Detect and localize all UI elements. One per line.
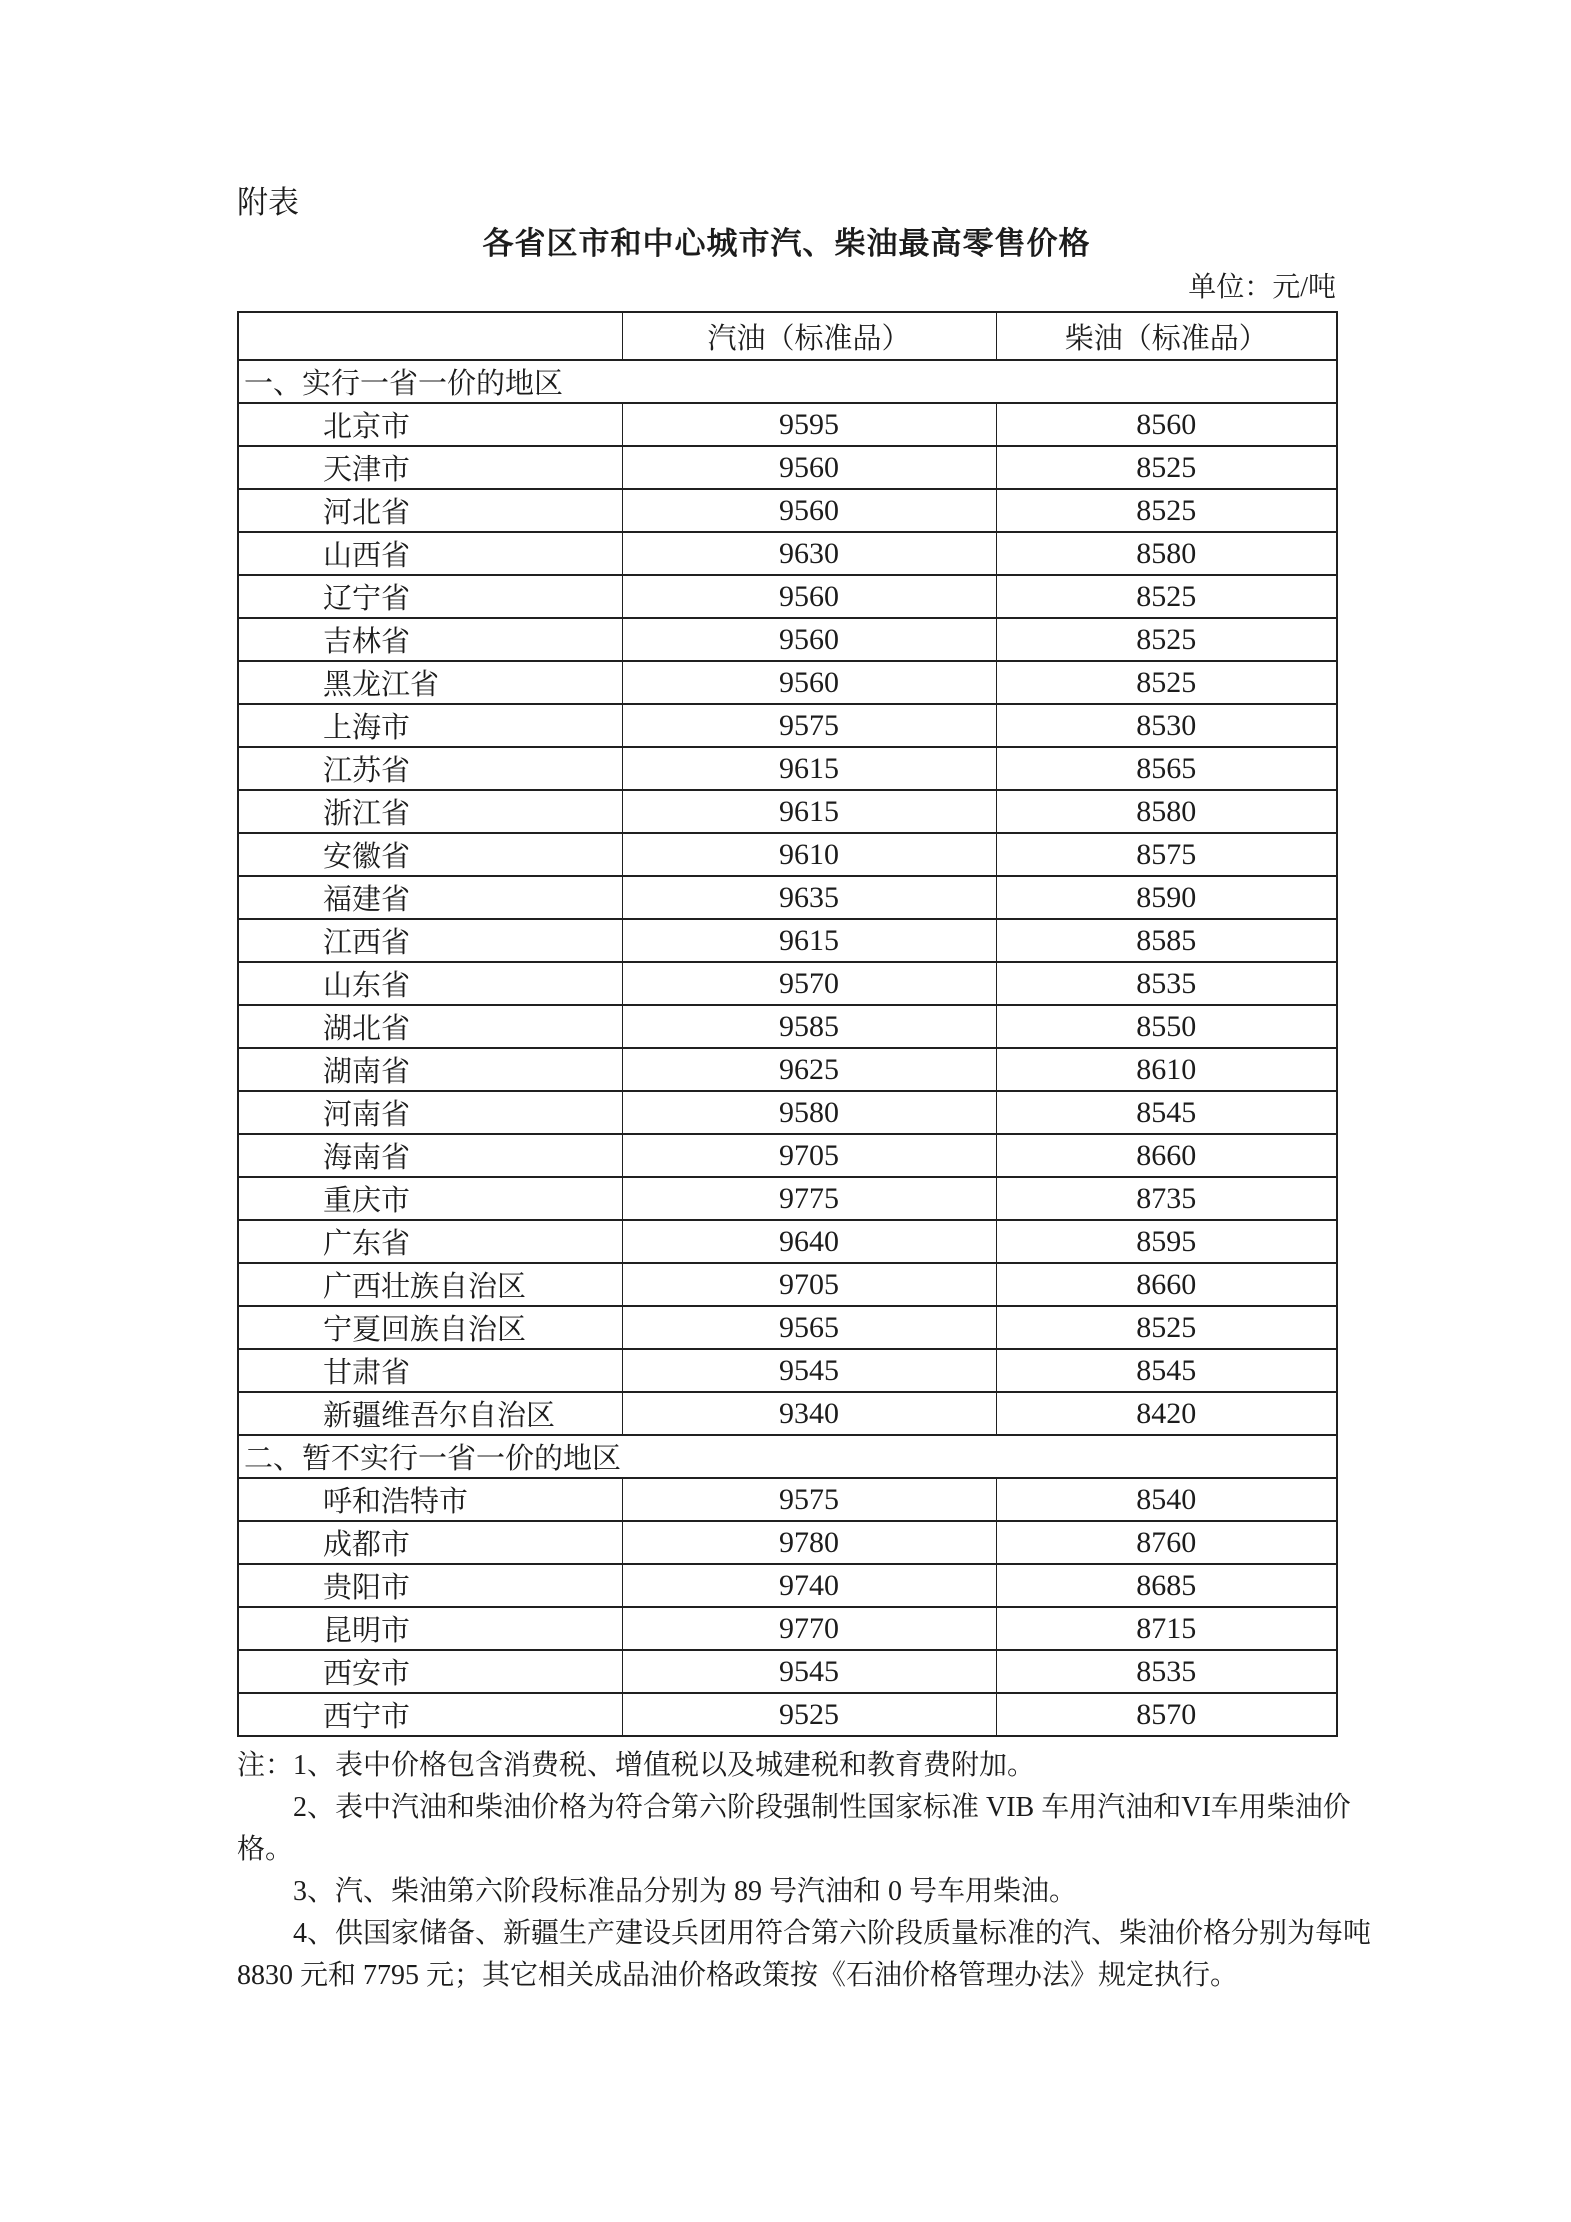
diesel-price-cell: 8535	[996, 1650, 1337, 1693]
gasoline-price-cell: 9595	[622, 403, 996, 446]
table-row	[238, 1478, 1337, 1521]
gasoline-price-cell: 9775	[622, 1177, 996, 1220]
gasoline-price-cell: 9740	[622, 1564, 996, 1607]
footnote-3: 3、汽、柴油第六阶段标准品分别为 89 号汽油和 0 号车用柴油。	[293, 1876, 1078, 1907]
diesel-price-cell: 8565	[996, 747, 1337, 790]
table-row	[238, 919, 1337, 962]
region-cell: 山西省	[238, 532, 622, 575]
section-header-label: 一、实行一省一价的地区	[238, 360, 1337, 403]
diesel-price-cell: 8545	[996, 1349, 1337, 1392]
table-row	[238, 1349, 1337, 1392]
table-row	[238, 1607, 1337, 1650]
diesel-price-cell: 8420	[996, 1392, 1337, 1435]
gasoline-price-cell: 9570	[622, 962, 996, 1005]
diesel-price-cell: 8660	[996, 1134, 1337, 1177]
diesel-price-cell: 8595	[996, 1220, 1337, 1263]
region-cell: 江西省	[238, 919, 622, 962]
region-cell: 昆明市	[238, 1607, 622, 1650]
diesel-price-cell: 8560	[996, 403, 1337, 446]
gasoline-price-cell: 9705	[622, 1263, 996, 1306]
region-cell: 贵阳市	[238, 1564, 622, 1607]
table-row	[238, 1650, 1337, 1693]
gasoline-price-cell: 9610	[622, 833, 996, 876]
table-row	[238, 876, 1337, 919]
gasoline-price-cell: 9560	[622, 489, 996, 532]
footnote-4: 4、供国家储备、新疆生产建设兵团用符合第六阶段质量标准的汽、柴油价格分别为每吨 8830 元和 7795 元；其它相关成品油价格政策按《石油价格管理办法》规定执行。	[237, 1918, 1372, 1991]
table-row	[238, 1521, 1337, 1564]
diesel-price-cell: 8580	[996, 790, 1337, 833]
table-row	[238, 1005, 1337, 1048]
gasoline-price-cell: 9575	[622, 704, 996, 747]
gasoline-price-cell: 9585	[622, 1005, 996, 1048]
region-cell: 西安市	[238, 1650, 622, 1693]
region-cell: 黑龙江省	[238, 661, 622, 704]
region-cell: 呼和浩特市	[238, 1478, 622, 1521]
table-row	[238, 1220, 1337, 1263]
price-table	[237, 311, 1338, 1737]
region-cell: 江苏省	[238, 747, 622, 790]
table-row	[238, 1693, 1337, 1736]
diesel-price-cell: 8545	[996, 1091, 1337, 1134]
gasoline-price-cell: 9340	[622, 1392, 996, 1435]
gasoline-price-cell: 9545	[622, 1650, 996, 1693]
table-row	[238, 1048, 1337, 1091]
region-cell: 宁夏回族自治区	[238, 1306, 622, 1349]
diesel-price-cell: 8550	[996, 1005, 1337, 1048]
section-header-row	[238, 360, 1337, 403]
page-title: 各省区市和中心城市汽、柴油最高零售价格	[482, 226, 1091, 261]
column-header-row	[238, 312, 1337, 360]
region-cell: 新疆维吾尔自治区	[238, 1392, 622, 1435]
gasoline-price-cell: 9560	[622, 446, 996, 489]
table-row	[238, 661, 1337, 704]
diesel-price-cell: 8610	[996, 1048, 1337, 1091]
unit-label: 单位：元/吨	[1188, 272, 1336, 303]
region-cell: 广东省	[238, 1220, 622, 1263]
table-row	[238, 1134, 1337, 1177]
diesel-price-cell: 8535	[996, 962, 1337, 1005]
diesel-price-cell: 8575	[996, 833, 1337, 876]
gasoline-price-cell: 9545	[622, 1349, 996, 1392]
region-column-header	[238, 312, 622, 360]
diesel-price-cell: 8540	[996, 1478, 1337, 1521]
diesel-price-cell: 8570	[996, 1693, 1337, 1736]
gasoline-price-cell: 9575	[622, 1478, 996, 1521]
region-cell: 西宁市	[238, 1693, 622, 1736]
region-cell: 湖北省	[238, 1005, 622, 1048]
table-row	[238, 833, 1337, 876]
gasoline-price-cell: 9560	[622, 618, 996, 661]
region-cell: 浙江省	[238, 790, 622, 833]
footnote-2: 2、表中汽油和柴油价格为符合第六阶段强制性国家标准 VIB 车用汽油和VI车用柴油价格。	[237, 1792, 1351, 1865]
region-cell: 北京市	[238, 403, 622, 446]
gasoline-price-cell: 9560	[622, 661, 996, 704]
diesel-price-cell: 8715	[996, 1607, 1337, 1650]
table-row	[238, 1177, 1337, 1220]
region-cell: 成都市	[238, 1521, 622, 1564]
gasoline-price-cell: 9625	[622, 1048, 996, 1091]
region-cell: 安徽省	[238, 833, 622, 876]
diesel-price-cell: 8735	[996, 1177, 1337, 1220]
diesel-column-header: 柴油（标准品）	[996, 312, 1337, 360]
diesel-price-cell: 8760	[996, 1521, 1337, 1564]
table-row	[238, 1091, 1337, 1134]
diesel-price-cell: 8525	[996, 489, 1337, 532]
diesel-price-cell: 8685	[996, 1564, 1337, 1607]
table-row	[238, 1263, 1337, 1306]
region-cell: 海南省	[238, 1134, 622, 1177]
section-header-label: 二、暂不实行一省一价的地区	[238, 1435, 1337, 1478]
table-row	[238, 1564, 1337, 1607]
diesel-price-cell: 8525	[996, 661, 1337, 704]
region-cell: 湖南省	[238, 1048, 622, 1091]
table-row	[238, 1306, 1337, 1349]
gasoline-column-header: 汽油（标准品）	[622, 312, 996, 360]
diesel-price-cell: 8525	[996, 575, 1337, 618]
diesel-price-cell: 8525	[996, 446, 1337, 489]
diesel-price-cell: 8590	[996, 876, 1337, 919]
diesel-price-cell: 8525	[996, 618, 1337, 661]
footnotes	[237, 1745, 1402, 1997]
table-row	[238, 532, 1337, 575]
region-cell: 山东省	[238, 962, 622, 1005]
gasoline-price-cell: 9615	[622, 747, 996, 790]
table-row	[238, 446, 1337, 489]
region-cell: 广西壮族自治区	[238, 1263, 622, 1306]
region-cell: 上海市	[238, 704, 622, 747]
region-cell: 吉林省	[238, 618, 622, 661]
table-row	[238, 1392, 1337, 1435]
table-row	[238, 704, 1337, 747]
gasoline-price-cell: 9630	[622, 532, 996, 575]
diesel-price-cell: 8525	[996, 1306, 1337, 1349]
table-row	[238, 403, 1337, 446]
table-row	[238, 489, 1337, 532]
region-cell: 河南省	[238, 1091, 622, 1134]
gasoline-price-cell: 9565	[622, 1306, 996, 1349]
region-cell: 福建省	[238, 876, 622, 919]
attachment-label: 附表	[237, 185, 299, 220]
diesel-price-cell: 8530	[996, 704, 1337, 747]
diesel-price-cell: 8660	[996, 1263, 1337, 1306]
gasoline-price-cell: 9705	[622, 1134, 996, 1177]
gasoline-price-cell: 9615	[622, 790, 996, 833]
gasoline-price-cell: 9525	[622, 1693, 996, 1736]
footnote-1: 注：1、表中价格包含消费税、增值税以及城建税和教育费附加。	[237, 1750, 1036, 1781]
table-row	[238, 747, 1337, 790]
region-cell: 天津市	[238, 446, 622, 489]
table-row	[238, 962, 1337, 1005]
gasoline-price-cell: 9615	[622, 919, 996, 962]
region-cell: 重庆市	[238, 1177, 622, 1220]
gasoline-price-cell: 9635	[622, 876, 996, 919]
gasoline-price-cell: 9640	[622, 1220, 996, 1263]
table-row	[238, 618, 1337, 661]
gasoline-price-cell: 9560	[622, 575, 996, 618]
region-cell: 辽宁省	[238, 575, 622, 618]
diesel-price-cell: 8580	[996, 532, 1337, 575]
region-cell: 甘肃省	[238, 1349, 622, 1392]
table-row	[238, 790, 1337, 833]
gasoline-price-cell: 9780	[622, 1521, 996, 1564]
gasoline-price-cell: 9580	[622, 1091, 996, 1134]
gasoline-price-cell: 9770	[622, 1607, 996, 1650]
section-header-row	[238, 1435, 1337, 1478]
diesel-price-cell: 8585	[996, 919, 1337, 962]
region-cell: 河北省	[238, 489, 622, 532]
table-row	[238, 575, 1337, 618]
